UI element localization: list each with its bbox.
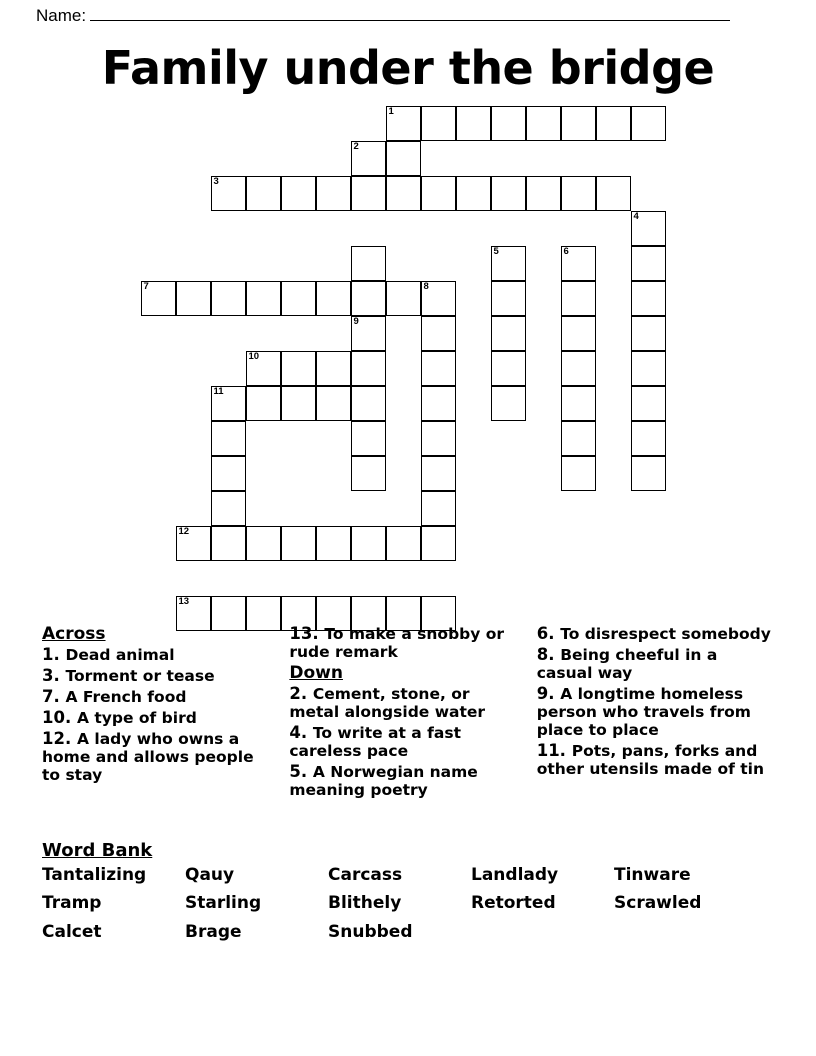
grid-cell[interactable] [211, 421, 246, 456]
grid-cell[interactable] [351, 526, 386, 561]
grid-cell[interactable] [386, 176, 421, 211]
clue-item [289, 762, 518, 800]
clue-item [42, 666, 271, 686]
grid-cell[interactable] [596, 176, 631, 211]
clue-number: 13. [289, 624, 325, 643]
word-bank-word: Landlady [471, 865, 559, 885]
grid-cell[interactable] [631, 106, 666, 141]
grid-cell[interactable] [596, 106, 631, 141]
grid-cell[interactable] [526, 176, 561, 211]
grid-cell-number: 9 [353, 316, 359, 328]
grid-cell[interactable] [246, 176, 281, 211]
grid-cell[interactable] [351, 351, 386, 386]
word-bank-word: Qauy [185, 865, 235, 885]
word-bank-grid [42, 865, 774, 942]
grid-cell[interactable] [561, 246, 596, 281]
grid-cell[interactable] [631, 316, 666, 351]
grid-cell[interactable] [211, 176, 246, 211]
clue-item [537, 741, 774, 779]
grid-cell[interactable] [351, 386, 386, 421]
name-write-line[interactable] [90, 6, 730, 21]
grid-cell[interactable] [491, 281, 526, 316]
clues-section [42, 624, 774, 801]
clue-number: 8. [536, 644, 561, 664]
word-bank-word: Starling [185, 893, 262, 914]
clue-item [289, 684, 518, 722]
clue-number: 5. [289, 761, 313, 781]
grid-cell[interactable] [246, 526, 281, 561]
grid-cell[interactable] [281, 386, 316, 421]
grid-cell[interactable] [421, 456, 456, 491]
grid-cell-number: 1 [388, 106, 394, 118]
grid-cell[interactable] [351, 421, 386, 456]
across-heading: Across [42, 624, 106, 644]
clue-text: A longtime homeless person who travels from place to place [536, 684, 751, 739]
word-bank-word: Carcass [328, 865, 403, 885]
grid-cell[interactable] [211, 281, 246, 316]
grid-cell[interactable] [211, 491, 246, 526]
clue-item [42, 708, 271, 728]
clue-item [537, 645, 774, 683]
grid-cell[interactable] [316, 176, 351, 211]
clue-item [289, 723, 518, 761]
word-bank-heading: Word Bank [42, 840, 153, 861]
clue-item [42, 645, 271, 665]
grid-cell[interactable] [351, 176, 386, 211]
grid-cell[interactable] [631, 351, 666, 386]
clue-list-across [42, 645, 271, 785]
grid-cell[interactable] [491, 176, 526, 211]
grid-cell[interactable] [176, 526, 211, 561]
clue-text: Pots, pans, forks and other utensils made of tin [536, 741, 764, 778]
crossword-grid[interactable] [36, 106, 780, 616]
clue-text: A type of bird [76, 708, 197, 727]
clue-list-col3 [537, 624, 774, 779]
clue-text: Cement, stone, or metal alongside water [289, 684, 486, 721]
grid-cell[interactable] [246, 281, 281, 316]
clue-column-2 [289, 624, 518, 801]
grid-cell[interactable] [211, 386, 246, 421]
grid-cell-number: 4 [633, 211, 639, 223]
grid-cell[interactable] [421, 176, 456, 211]
clue-number: 10. [42, 707, 77, 727]
grid-cell[interactable] [421, 491, 456, 526]
clue-item [537, 684, 774, 740]
clue-list-col2-top [289, 624, 518, 662]
word-bank-word: Scrawled [614, 893, 702, 914]
grid-cell[interactable] [351, 456, 386, 491]
grid-cell[interactable] [281, 281, 316, 316]
grid-cell[interactable] [421, 316, 456, 351]
grid-cell[interactable] [561, 176, 596, 211]
word-bank-word: Blithely [328, 893, 402, 914]
clue-number: 4. [289, 722, 313, 742]
name-row [36, 0, 780, 32]
clue-number: 3. [42, 665, 66, 685]
name-label: Name: [36, 6, 87, 25]
clue-number: 9. [536, 683, 561, 703]
grid-cell[interactable] [281, 526, 316, 561]
clue-number: 1. [42, 645, 66, 664]
grid-cell[interactable] [386, 106, 421, 141]
grid-cell[interactable] [351, 141, 386, 176]
grid-cell[interactable] [246, 386, 281, 421]
word-bank-word: Retorted [471, 893, 556, 914]
grid-cell[interactable] [421, 106, 456, 141]
grid-cell-number: 13 [178, 596, 190, 608]
grid-cell[interactable] [456, 106, 491, 141]
grid-cell[interactable] [491, 386, 526, 421]
word-bank-word: Calcet [42, 921, 102, 942]
grid-cell[interactable] [561, 351, 596, 386]
grid-cell[interactable] [561, 106, 596, 141]
grid-cell[interactable] [351, 316, 386, 351]
grid-cell-number: 8 [423, 281, 429, 293]
grid-cell[interactable] [351, 246, 386, 281]
grid-cell-number: 5 [493, 246, 499, 258]
clue-number: 7. [42, 686, 66, 706]
clue-column-1 [42, 624, 271, 786]
grid-cell-number: 11 [213, 386, 224, 398]
clue-number: 6. [536, 624, 561, 643]
word-bank-word: Tantalizing [42, 865, 147, 885]
clue-list-down [289, 684, 518, 800]
grid-cell[interactable] [351, 281, 386, 316]
clue-item [42, 687, 271, 707]
grid-cell[interactable] [421, 526, 456, 561]
clue-item [289, 624, 518, 662]
grid-cell[interactable] [421, 281, 456, 316]
grid-cell[interactable] [316, 526, 351, 561]
grid-cell-number: 10 [248, 351, 260, 363]
grid-cell[interactable] [316, 386, 351, 421]
grid-cell[interactable] [246, 351, 281, 386]
grid-cell[interactable] [631, 421, 666, 456]
grid-cell[interactable] [561, 316, 596, 351]
grid-cell[interactable] [631, 246, 666, 281]
grid-cell[interactable] [141, 281, 176, 316]
grid-cell[interactable] [281, 351, 316, 386]
grid-cell[interactable] [631, 281, 666, 316]
clue-item [42, 729, 271, 785]
grid-cell[interactable] [211, 526, 246, 561]
clue-number: 2. [289, 683, 313, 703]
grid-cell[interactable] [491, 316, 526, 351]
clue-text: A lady who owns a home and allows people to stay [42, 729, 254, 784]
word-bank-word: Snubbed [328, 921, 413, 942]
clue-text: A French food [65, 687, 187, 706]
clue-text: To make a snobby or rude remark [289, 625, 505, 661]
grid-cell[interactable] [491, 106, 526, 141]
grid-cell[interactable] [421, 421, 456, 456]
grid-cell[interactable] [176, 281, 211, 316]
grid-cell-number: 7 [143, 281, 149, 293]
grid-cell[interactable] [491, 351, 526, 386]
word-bank-word: Tramp [42, 893, 102, 914]
grid-cell[interactable] [631, 211, 666, 246]
word-bank-word: Tinware [614, 865, 691, 885]
grid-cell-number: 12 [178, 526, 190, 538]
clue-text: Dead animal [65, 646, 175, 664]
grid-cell[interactable] [386, 141, 421, 176]
grid-cell[interactable] [491, 246, 526, 281]
grid-cell[interactable] [211, 456, 246, 491]
clue-item [537, 624, 774, 644]
grid-cell[interactable] [631, 456, 666, 491]
clue-text: To disrespect somebody [560, 625, 771, 643]
clue-text: Being cheeful in a casual way [536, 645, 718, 682]
clue-column-3 [537, 624, 774, 780]
grid-cell-number: 2 [353, 141, 359, 153]
grid-cell[interactable] [421, 386, 456, 421]
word-bank-word: Brage [185, 921, 242, 942]
down-heading: Down [289, 662, 343, 683]
grid-cell-number: 6 [563, 246, 569, 258]
page-title: Family under the bridge [101, 41, 715, 95]
grid-cell[interactable] [561, 421, 596, 456]
grid-cell[interactable] [561, 386, 596, 421]
grid-cell[interactable] [631, 386, 666, 421]
grid-cell-number: 3 [213, 176, 219, 188]
grid-cell[interactable] [316, 351, 351, 386]
grid-cell[interactable] [456, 176, 491, 211]
clue-text: Torment or tease [65, 666, 215, 685]
grid-cell[interactable] [421, 351, 456, 386]
grid-cell[interactable] [561, 281, 596, 316]
grid-cell[interactable] [561, 456, 596, 491]
clue-text: To write at a fast careless pace [289, 723, 461, 760]
grid-cell[interactable] [526, 106, 561, 141]
word-bank [42, 840, 774, 942]
clue-number: 11. [536, 740, 572, 760]
grid-cell[interactable] [386, 281, 421, 316]
clue-number: 12. [42, 728, 77, 748]
grid-cell[interactable] [386, 526, 421, 561]
grid-cell[interactable] [316, 281, 351, 316]
clue-text: A Norwegian name meaning poetry [289, 762, 478, 799]
grid-cell[interactable] [281, 176, 316, 211]
